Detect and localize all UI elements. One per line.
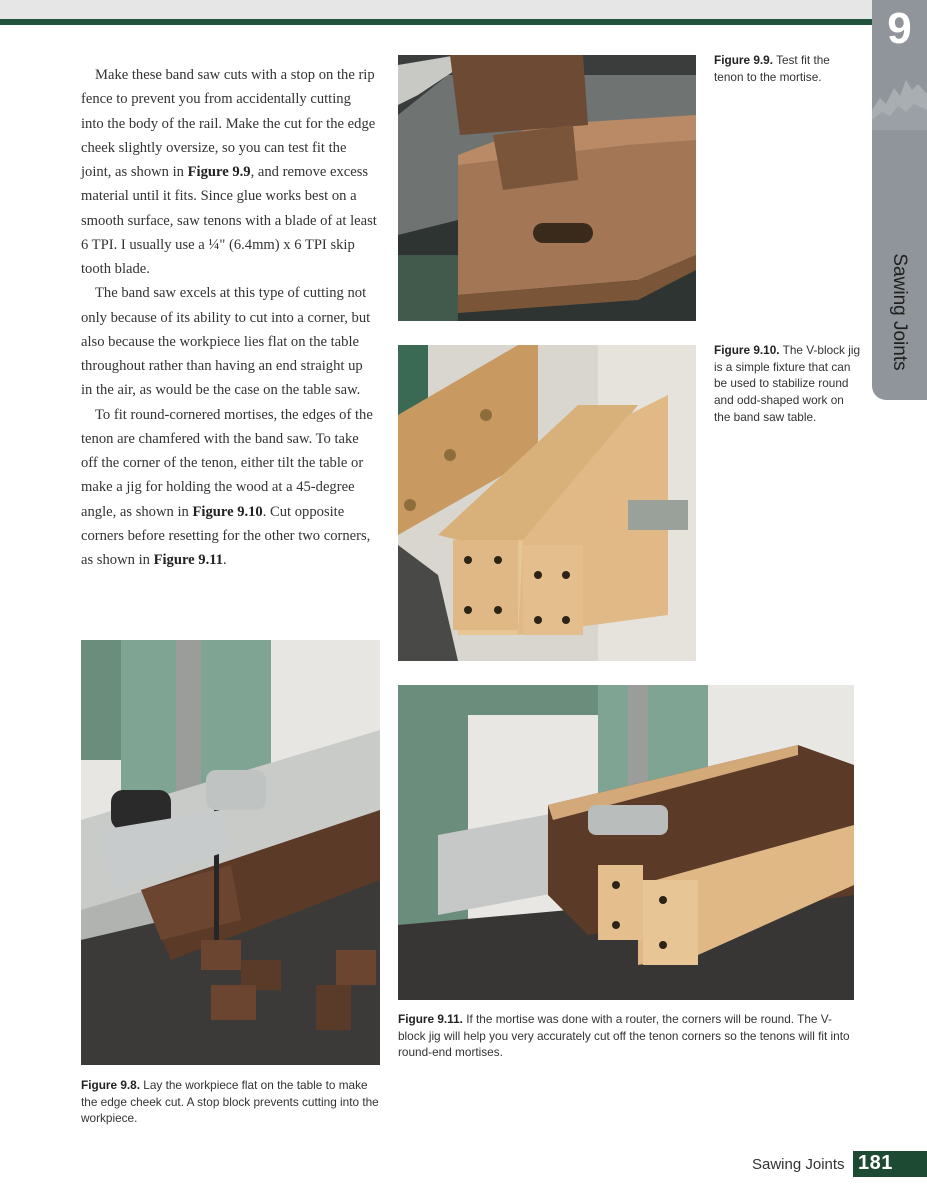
figure-9-10-photo <box>398 345 696 661</box>
caption-label: Figure 9.8. <box>81 1078 141 1092</box>
figure-9-11-caption <box>398 1011 856 1061</box>
caption-text: Test fit the tenon to the mortise. <box>714 53 830 84</box>
caption-text: The V-block jig is a simple fixture that can be used to stabilize round and odd-shaped work on the band saw table. <box>714 343 861 424</box>
chapter-number: 9 <box>887 4 912 53</box>
figure-9-10-caption <box>714 342 862 426</box>
caption-label: Figure 9.9. <box>714 53 774 67</box>
text-run: . Cut opposite corners before resetting for the other two corners, as shown in <box>81 503 371 568</box>
paragraph <box>81 281 377 402</box>
text-run: The band saw excels at this type of cutting not only because of its ability to cut into a corner, but also because the workpiece lies flat on the table throughout rather than having an end straight up in the air, as would be the case on the table saw. <box>81 285 371 399</box>
text-run: To fit round-cornered mortises, the edges of the tenon are chamfered with the band saw. To take off the corner of the tenon, either tilt the table or make a jig for holding the wood at a 45-degree angle, as shown in <box>81 406 373 520</box>
text-run: Make these band saw cuts with a stop on the rip fence to prevent you from accidentally cutting into the body of the rail. Make the cut for the edge cheek slightly oversize, so you can test fit the joint, as shown in <box>81 67 376 180</box>
footer-section-label: Sawing Joints <box>752 1156 845 1173</box>
body-text <box>81 63 377 572</box>
figure-reference: Figure 9.10 <box>192 503 263 520</box>
figure-9-8-caption <box>81 1077 381 1127</box>
page-number: 181 <box>858 1152 893 1174</box>
figure-reference: Figure 9.11 <box>153 552 224 568</box>
paragraph <box>81 403 377 573</box>
text-run: . <box>223 552 227 568</box>
figure-9-11-photo <box>398 685 854 1000</box>
figure-reference: Figure 9.9 <box>187 164 251 180</box>
mountain-silhouette-icon <box>872 50 927 130</box>
chapter-title: Sawing Joints <box>889 253 910 371</box>
caption-label: Figure 9.11. <box>398 1012 463 1026</box>
text-run: , and remove excess material until it fits. Since glue works best on a smooth surface, saw tenons with a blade of at least 6 TPI. I usually use a ¼" (6.4mm) x 6 TPI skip tooth blade. <box>81 164 377 277</box>
caption-label: Figure 9.10. <box>714 343 780 357</box>
caption-text: If the mortise was done with a router, the corners will be round. The V-block jig will help you very accurately cut off the tenon corners so the tenons will fit into round-end mortises. <box>398 1012 850 1060</box>
paragraph <box>81 63 377 281</box>
top-green-rule <box>0 19 872 25</box>
figure-9-9-caption <box>714 52 854 85</box>
figure-9-9-photo <box>398 55 696 321</box>
figure-9-8-photo <box>81 640 380 1065</box>
caption-text: Lay the workpiece flat on the table to make the edge cheek cut. A stop block prevents cutting into the workpiece. <box>81 1078 379 1126</box>
